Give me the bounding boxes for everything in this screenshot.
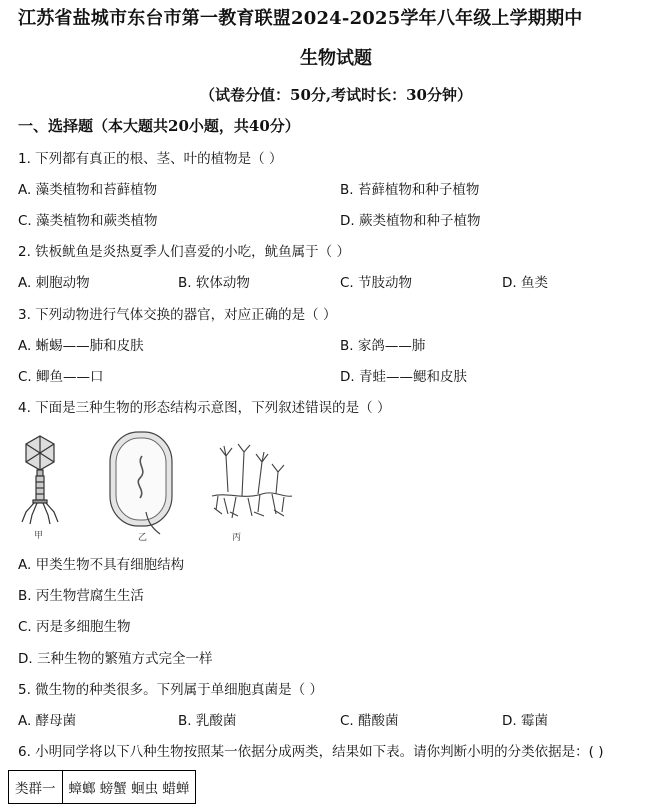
- question-3-option-a: A. 蜥蜴——肺和皮肤: [18, 338, 144, 354]
- bacterium-figure: [102, 426, 182, 542]
- exam-meta: （试卷分值：50分,考试时长：30分钟）: [200, 86, 472, 104]
- question-1-option-d: D. 蕨类植物和种子植物: [340, 213, 481, 229]
- question-5-option-d: D. 霉菌: [502, 713, 548, 729]
- question-6-stem: 6. 小明同学将以下八种生物按照某一依据分成两类，结果如下表。请你判断小明的分类依据是：( ): [18, 744, 604, 760]
- classification-table: [8, 770, 196, 804]
- table-row: [9, 771, 196, 804]
- question-2-option-d: D. 鱼类: [502, 275, 548, 291]
- question-4-option-d: D. 三种生物的繁殖方式完全一样: [18, 651, 213, 667]
- question-1-stem: 1. 下列都有真正的根、茎、叶的植物是（ ）: [18, 151, 283, 167]
- question-1-option-b: B. 苔藓植物和种子植物: [340, 182, 480, 198]
- question-3-option-b: B. 家鸽——肺: [340, 338, 426, 354]
- figure-label-yi: 乙: [138, 533, 148, 542]
- question-2-option-a: A. 刺胞动物: [18, 275, 90, 291]
- question-3-option-c: C. 鲫鱼——口: [18, 369, 104, 385]
- figure-label-jia: 甲: [34, 531, 44, 541]
- question-2-stem: 2. 铁板鱿鱼是炎热夏季人们喜爱的小吃，鱿鱼属于（ ）: [18, 244, 350, 260]
- question-1-option-a: A. 藻类植物和苔藓植物: [18, 182, 158, 198]
- question-5-option-a: A. 酵母菌: [18, 713, 77, 729]
- question-1-option-c: C. 藻类植物和蕨类植物: [18, 213, 158, 229]
- table-cell-group-members: 蟑螂 螃蟹 蛔虫 蜡蝉: [62, 771, 196, 804]
- question-4-stem: 4. 下面是三种生物的形态结构示意图，下列叙述错误的是（ ）: [18, 400, 391, 416]
- question-3-stem: 3. 下列动物进行气体交换的器官，对应正确的是（ ）: [18, 307, 337, 323]
- question-4-option-b: B. 丙生物营腐生生活: [18, 588, 144, 604]
- question-5-stem: 5. 微生物的种类很多。下列属于单细胞真菌是（ ）: [18, 682, 323, 698]
- question-3-option-d: D. 青蛙——鳃和皮肤: [340, 369, 467, 385]
- question-4-option-c: C. 丙是多细胞生物: [18, 619, 131, 635]
- exam-subtitle: 生物试题: [300, 48, 372, 69]
- question-5-option-b: B. 乳酸菌: [178, 713, 237, 729]
- question-2-option-c: C. 节肢动物: [340, 275, 413, 291]
- section-title: 一、选择题（本大题共20小题，共40分）: [18, 117, 300, 135]
- table-cell-group-label: 类群一: [9, 771, 63, 804]
- question-4-option-a: A. 甲类生物不具有细胞结构: [18, 557, 185, 573]
- question-5-option-c: C. 醋酸菌: [340, 713, 399, 729]
- figure-label-bing: 丙: [232, 533, 242, 542]
- virus-figure: [16, 430, 64, 542]
- mold-figure: [208, 442, 294, 542]
- exam-title: 江苏省盐城市东台市第一教育联盟2024-2025学年八年级上学期期中: [18, 8, 583, 29]
- question-2-option-b: B. 软体动物: [178, 275, 250, 291]
